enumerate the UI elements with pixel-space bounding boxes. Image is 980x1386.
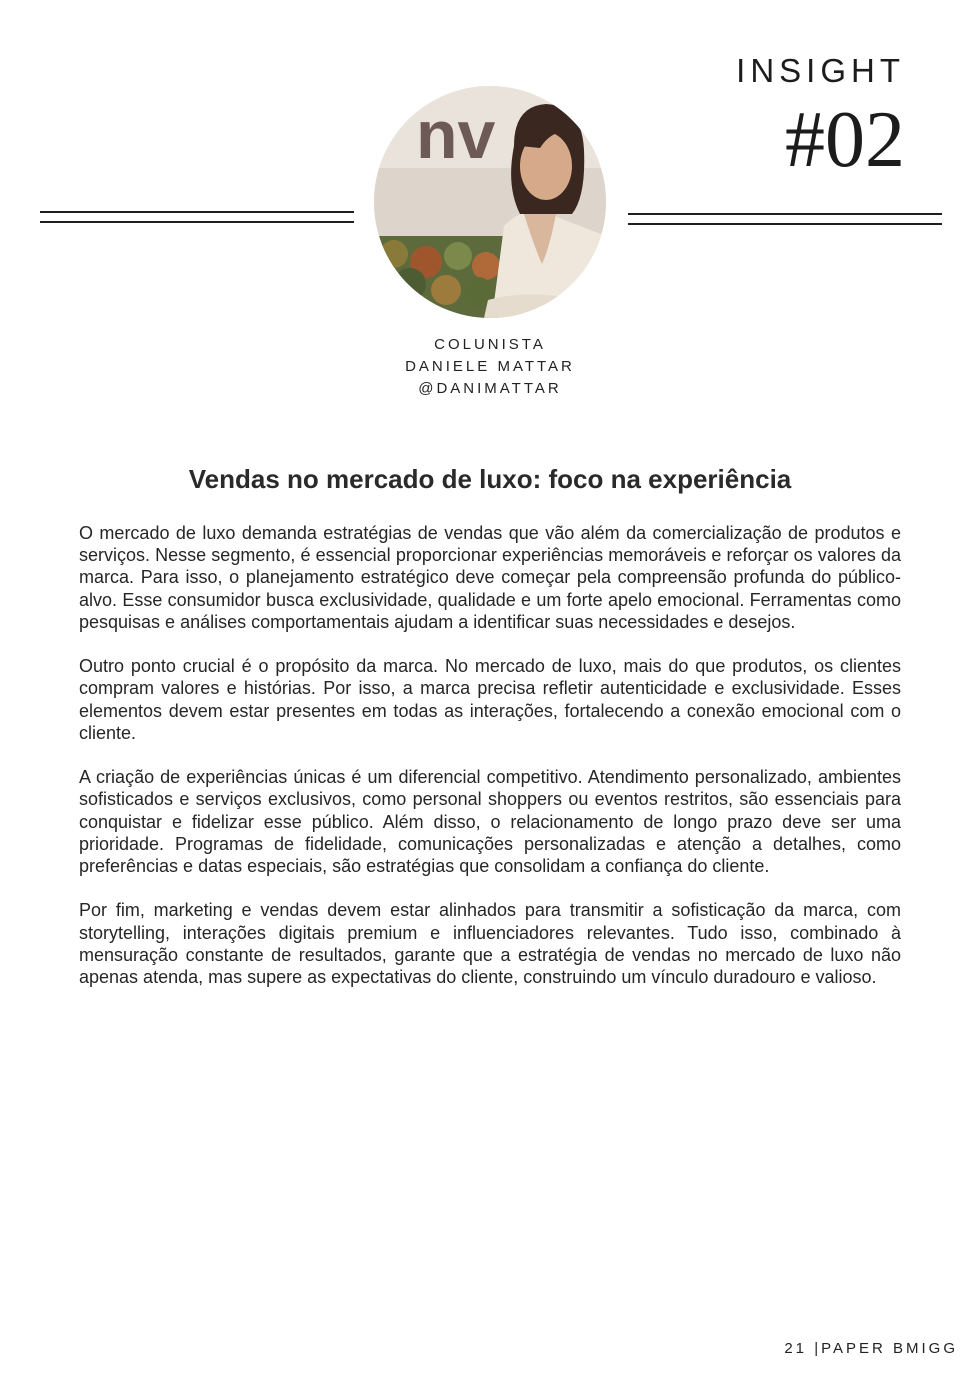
insight-label: INSIGHT — [736, 52, 905, 89]
right-divider-rule — [628, 213, 942, 225]
page-footer — [700, 1340, 958, 1357]
byline-name: DANIELE MATTAR — [405, 358, 575, 375]
byline-role: COLUNISTA — [434, 336, 546, 353]
article-paragraph: Outro ponto crucial é o propósito da marca. No mercado de luxo, mais do que produtos, os clientes compram valores e histórias. Por isso, a marca precisa refletir autenticidade e exclusividade. Esses elementos devem estar presentes em todas as interações, fortalecendo a conexão emocional com o cliente. — [79, 656, 901, 743]
article-paragraph: O mercado de luxo demanda estratégias de vendas que vão além da comercialização de produtos e serviços. Nesse segmento, é essencial proporcionar experiências memoráveis e reforçar os valores da marca. Para isso, o planejamento estratégico deve começar pela compreensão profunda do público-alvo. Esse consumidor busca exclusividade, qualidade e um forte apelo emocional. Ferramentas como pesquisas e análises comportamentais ajudam a identificar suas necessidades e desejos. — [79, 523, 901, 632]
insight-number: #02 — [785, 96, 905, 184]
portrait-illustration — [374, 86, 606, 318]
article-title: Vendas no mercado de luxo: foco na experiência — [188, 464, 792, 494]
backdrop-sign-text: nv — [416, 97, 496, 173]
page-number: 21 — [784, 1340, 808, 1357]
article-paragraph: Por fim, marketing e vendas devem estar alinhados para transmitir a sofisticação da marca, com storytelling, interações digitais premium e influenciadores relevantes. Tudo isso, combinado à mensuração constante de resultados, garante que a estratégia de vendas no mercado de luxo não apenas atenda, mas supere as expectativas do cliente, construindo um vínculo duradouro e valioso. — [79, 900, 901, 988]
byline — [290, 334, 690, 400]
left-divider-rule — [40, 211, 354, 223]
byline-handle: @DANIMATTAR — [418, 380, 562, 397]
columnist-portrait — [374, 86, 606, 318]
article-paragraph: A criação de experiências únicas é um diferencial competitivo. Atendimento personalizado, ambientes sofisticados e serviços exclusivos, como personal shoppers ou eventos restritos, são essenciais para conquistar e fidelizar esse público. Além disso, o relacionamento de longo prazo deve ser uma prioridade. Programas de fidelidade, comunicações personalizadas e atenção a detalhes, como preferências e datas especiais, são estratégias que consolidam a confiança do cliente. — [79, 767, 901, 877]
article-body — [79, 522, 901, 1010]
publication-name: |PAPER BMIGG — [814, 1340, 958, 1357]
